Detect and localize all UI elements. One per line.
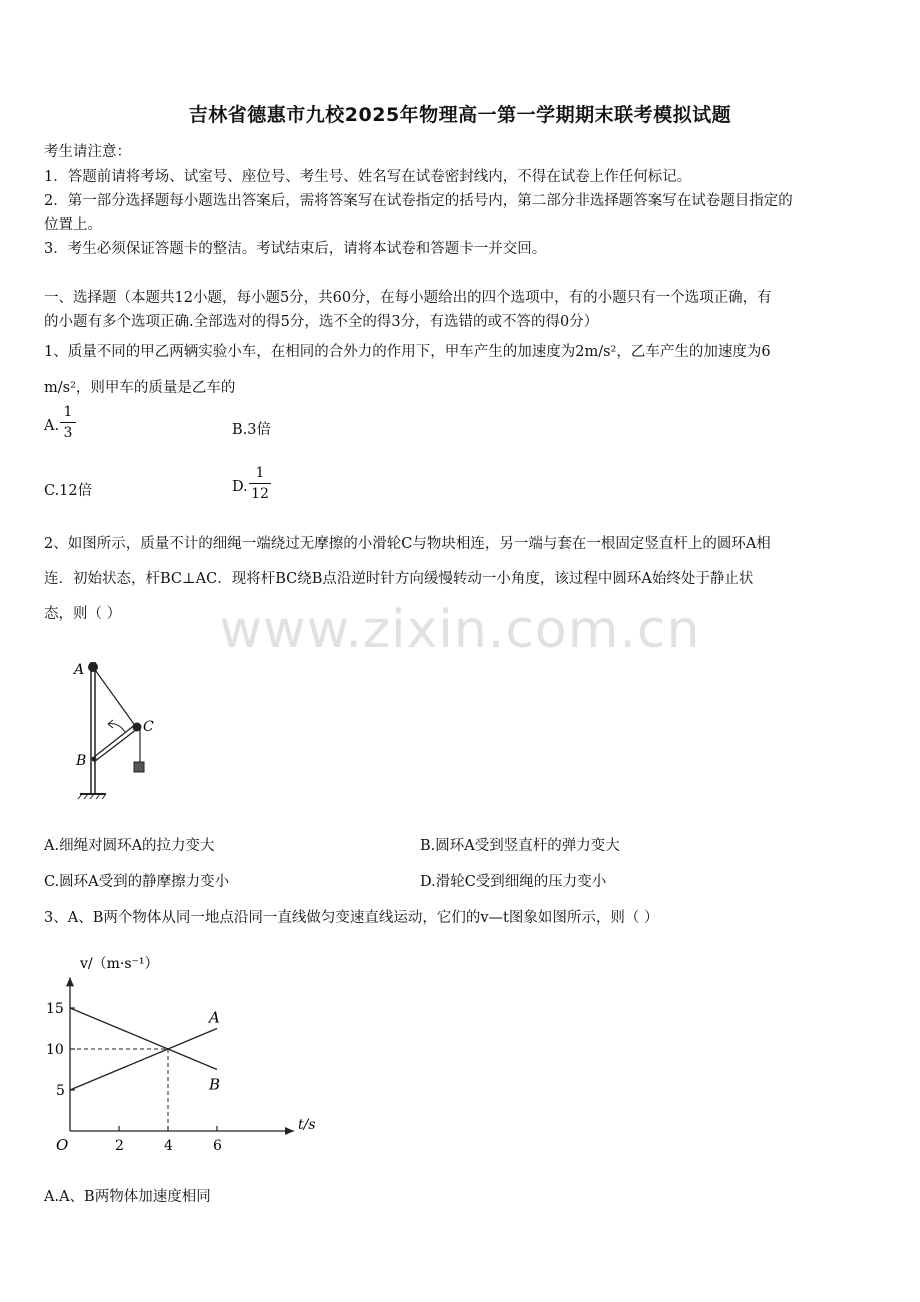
notice-item-3: 3．考生必须保证答题卡的整洁。考试结束后，请将本试卷和答题卡一并交回。 xyxy=(44,241,547,257)
q1-option-a-denominator: 3 xyxy=(63,425,73,441)
y-tick-label: 10 xyxy=(46,1042,64,1058)
q2-stem-3: 态，则（ ） xyxy=(44,606,122,622)
notice-item-2: 2．第一部分选择题每小题选出答案后，需将答案写在试卷指定的括号内，第二部分非选择题答案写在试卷题目指定的 xyxy=(44,193,793,209)
y-axis-label: v/（m·s⁻¹） xyxy=(80,956,159,972)
label-a: A xyxy=(74,662,85,678)
fraction-bar xyxy=(249,483,271,484)
fraction-bar xyxy=(60,422,76,423)
label-b: B xyxy=(76,753,87,769)
notice-item-1: 1．答题前请将考场、试室号、座位号、考生号、姓名写在试卷密封线内，不得在试卷上作任何标记。 xyxy=(44,169,692,185)
q3-stem: 3、A、B两个物体从同一地点沿同一直线做匀变速直线运动，它们的v—t图象如图所示，则（ ） xyxy=(44,910,659,926)
q2-option-b: B.圆环A受到竖直杆的弹力变大 xyxy=(420,838,620,854)
chart-series xyxy=(70,1008,220,1094)
q2-stem-1: 2、如图所示，质量不计的细绳一端绕过无摩擦的小滑轮C与物块相连，另一端与套在一根固定竖直杆上的圆环A相 xyxy=(44,536,771,552)
q2-stem-2: 连．初始状态，杆BC⊥AC．现将杆BC绕B点沿逆时针方向缓慢转动一小角度，该过程中圆环A始终处于静止状 xyxy=(44,571,754,587)
q1-option-a-fraction xyxy=(60,403,76,442)
chart-guides xyxy=(70,1049,168,1131)
q1-stem-2: m/s²，则甲车的质量是乙车的 xyxy=(44,380,236,396)
notice-heading: 考生请注意： xyxy=(44,144,131,160)
q1-option-b: B.3倍 xyxy=(232,422,271,438)
hanging-block xyxy=(134,762,144,772)
q1-option-c: C.12倍 xyxy=(44,483,93,499)
vertical-rod xyxy=(91,662,95,794)
rotation-arrow xyxy=(108,724,125,732)
q2-figure xyxy=(70,650,170,800)
y-axis-arrow-icon xyxy=(66,977,74,986)
y-tick-label: 5 xyxy=(56,1083,65,1099)
watermark: www.zixin.com.cn xyxy=(219,600,701,660)
q1-stem-1: 1、质量不同的甲乙两辆实验小车，在相同的合外力的作用下，甲车产生的加速度为2m/s²，乙车产生的加速度为6 xyxy=(44,344,771,360)
series-line-a xyxy=(70,1029,217,1091)
series-label-a: A xyxy=(209,1008,220,1027)
q2-option-d: D.滑轮C受到细绳的压力变小 xyxy=(420,874,607,890)
series-label-b: B xyxy=(209,1075,221,1094)
x-tick-label: 4 xyxy=(164,1138,173,1154)
q1-option-d-fraction xyxy=(249,464,271,503)
x-tick-label: 2 xyxy=(115,1138,124,1154)
hinge-b xyxy=(92,757,97,762)
q1-option-a-label: A. xyxy=(44,418,60,434)
y-tick-label: 15 xyxy=(46,1001,64,1017)
chart-axes xyxy=(66,977,294,1135)
x-axis-label: t/s xyxy=(298,1117,316,1133)
rope-ac xyxy=(93,667,136,727)
q2-option-a: A.细绳对圆环A的拉力变大 xyxy=(44,838,215,854)
ground-base xyxy=(78,794,106,799)
q1-option-d-denominator: 12 xyxy=(251,486,269,502)
q1-option-a-numerator: 1 xyxy=(63,404,73,420)
notice-item-2-cont: 位置上。 xyxy=(44,217,102,233)
page-title: 吉林省德惠市九校2025年物理高一第一学期期末联考模拟试题 xyxy=(188,104,732,126)
series-line-b xyxy=(70,1008,217,1070)
origin-label: O xyxy=(56,1136,69,1154)
q3-option-a: A.A、B两物体加速度相同 xyxy=(44,1189,211,1205)
rod-bc xyxy=(94,724,137,762)
section-instruction-1: 一、选择题（本题共12小题，每小题5分，共60分，在每小题给出的四个选项中，有的小题只有一个选项正确，有 xyxy=(44,290,772,306)
q1-option-d-numerator: 1 xyxy=(255,465,265,481)
x-tick-label: 6 xyxy=(213,1138,222,1154)
q3-vt-chart xyxy=(44,945,334,1160)
x-axis-arrow-icon xyxy=(285,1127,294,1135)
q1-option-d-label: D. xyxy=(232,479,248,495)
q2-option-c: C.圆环A受到的静摩擦力变小 xyxy=(44,874,230,890)
section-instruction-2: 的小题有多个选项正确.全部选对的得5分，选不全的得3分，有选错的或不答的得0分） xyxy=(44,314,599,330)
label-c: C xyxy=(143,719,154,735)
